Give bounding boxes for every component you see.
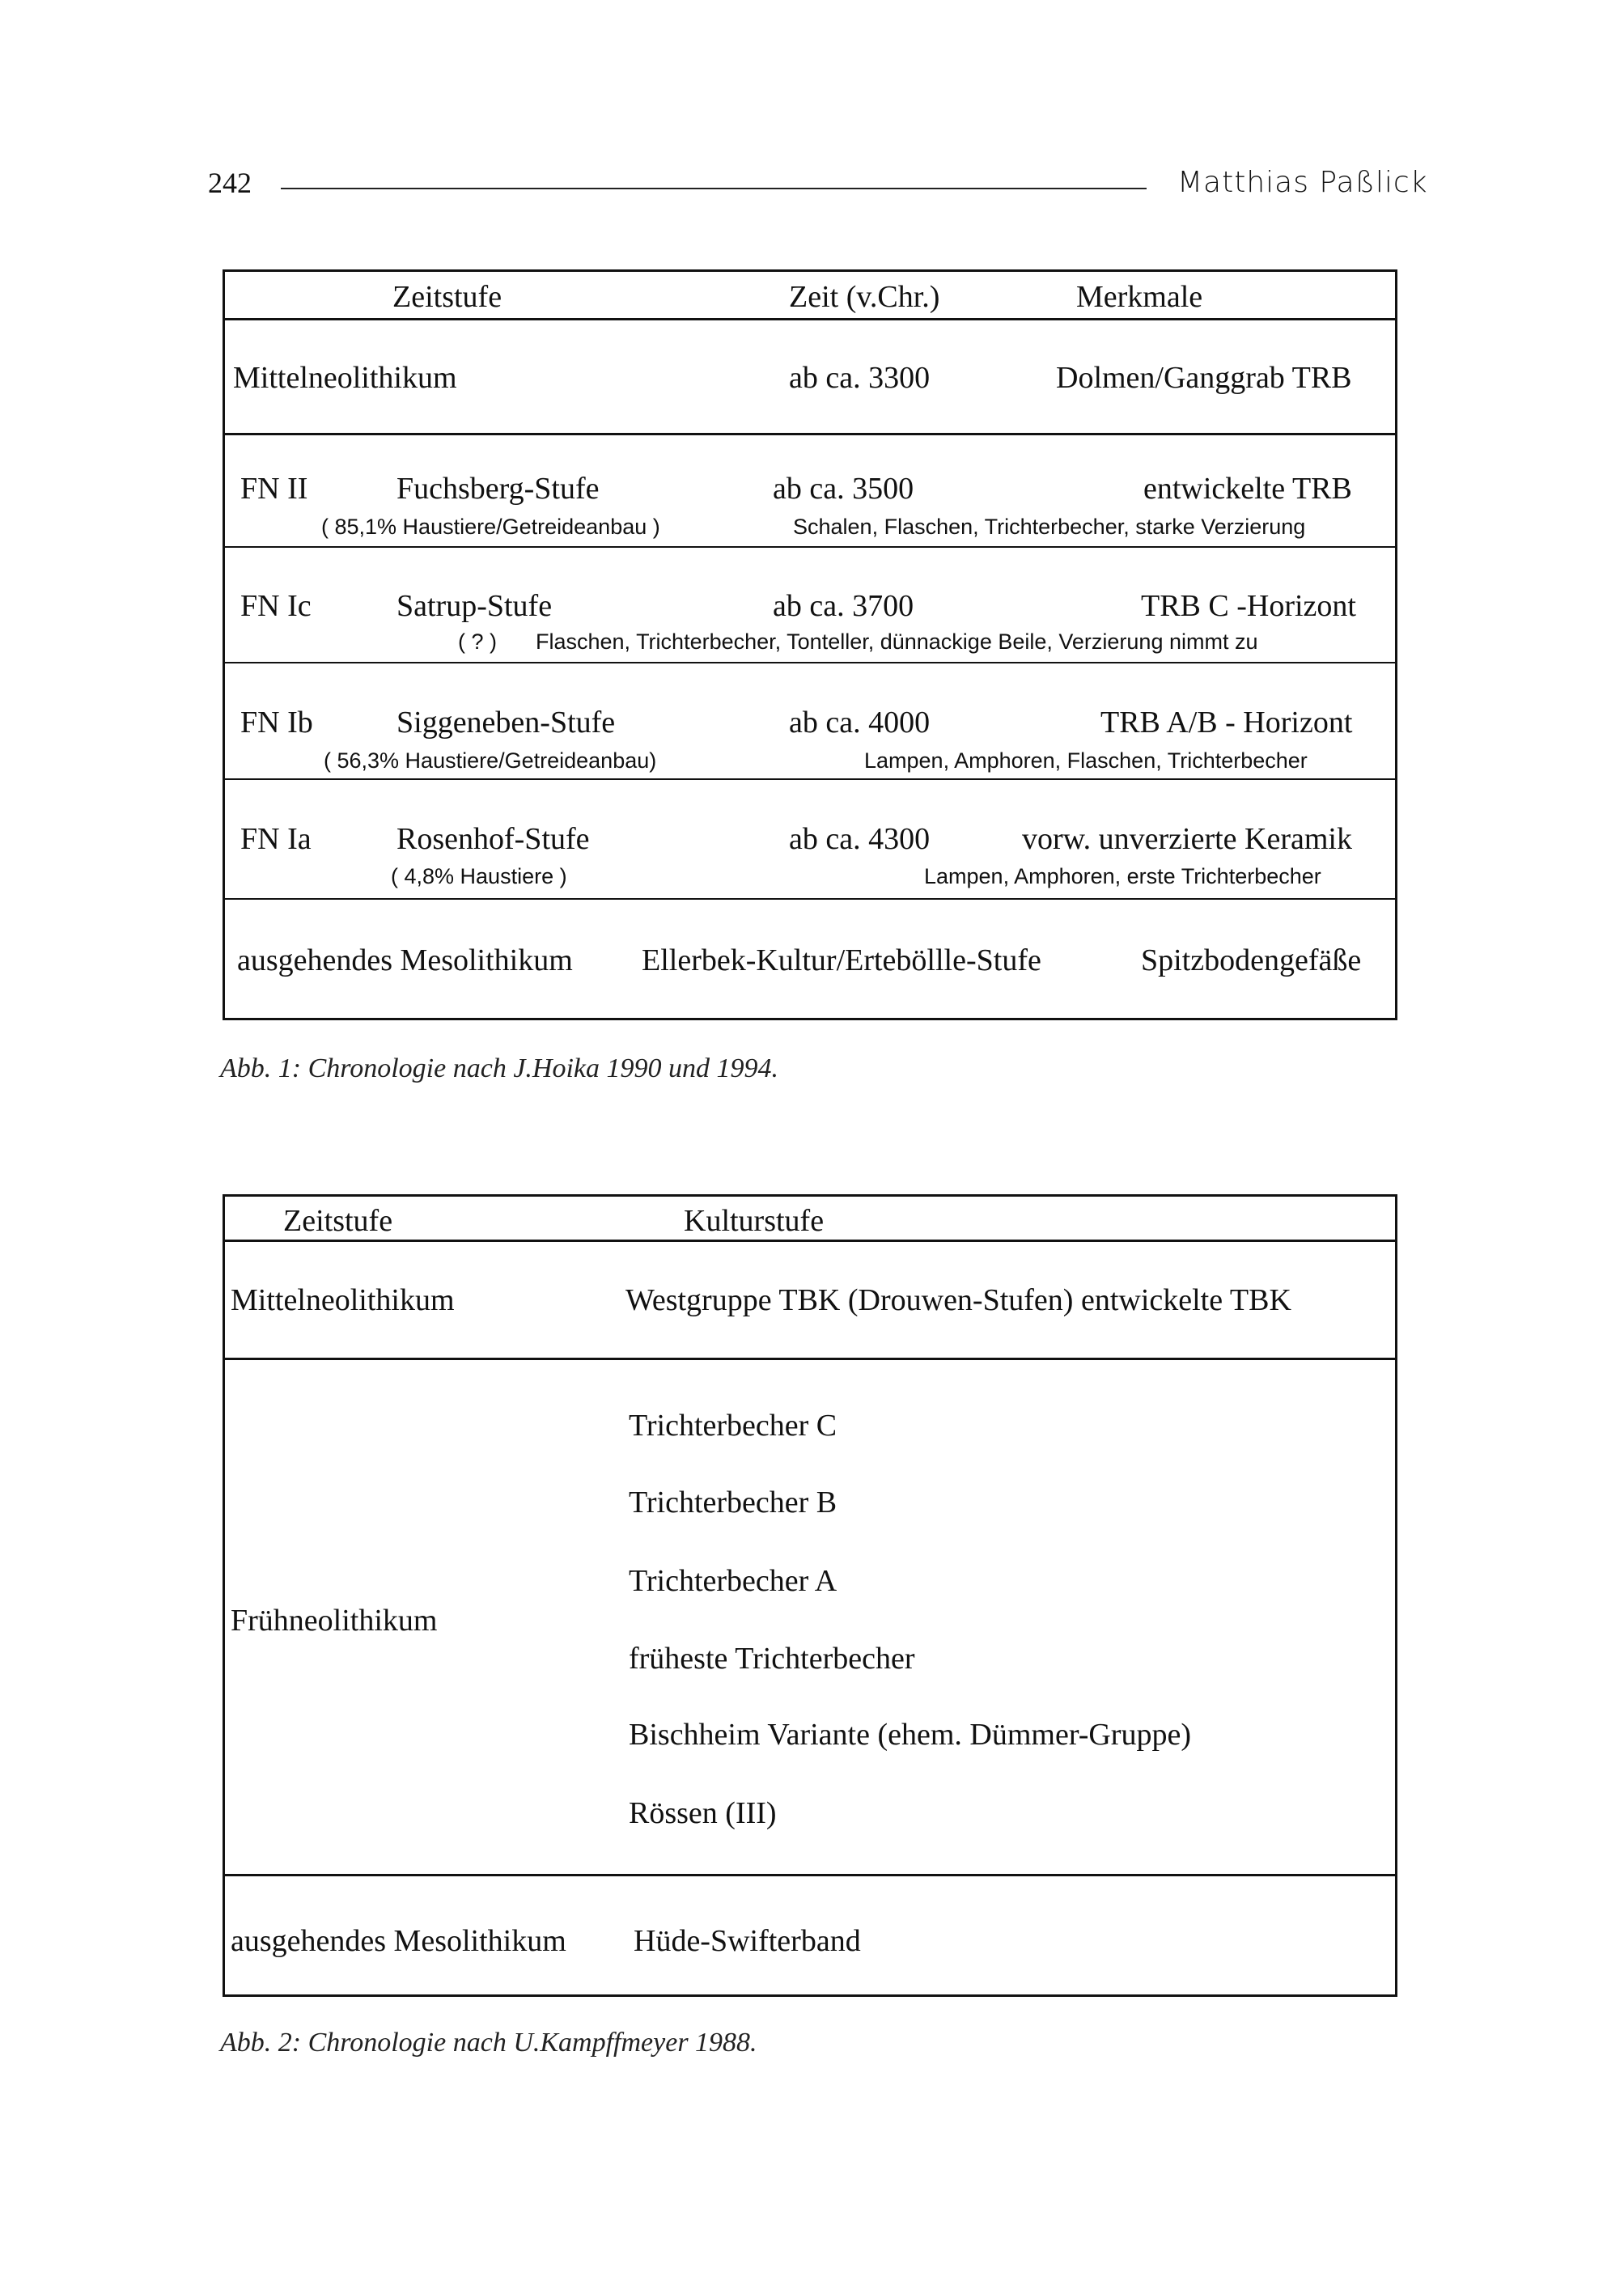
table1-mittel-rule	[223, 433, 1397, 435]
table1-row1-note-left: ( 85,1% Haustiere/Getreideanbau )	[321, 515, 660, 539]
table1-mittel-label: Mittelneolithikum	[233, 361, 457, 395]
table1-row1-time: ab ca. 3500	[773, 472, 914, 506]
table1-row1-rule	[223, 546, 1397, 548]
table1-row3-code: FN Ib	[240, 706, 313, 740]
table2-frueh-label: Frühneolithikum	[231, 1604, 438, 1638]
table2-caption: Abb. 2: Chronologie nach U.Kampffmeyer 1988.	[220, 2028, 757, 2058]
page-number: 242	[208, 167, 252, 199]
table1-mittel-time: ab ca. 3300	[789, 361, 931, 395]
running-head: Matthias Paßlick	[1177, 166, 1428, 199]
table1-row3-note-left: ( 56,3% Haustiere/Getreideanbau)	[324, 748, 657, 773]
table1-row4-time: ab ca. 4300	[789, 822, 931, 856]
table1-row1-stage: Fuchsberg-Stufe	[396, 472, 600, 506]
table2-col-zeitstufe: Zeitstufe	[283, 1204, 393, 1238]
table1-row2-time: ab ca. 3700	[773, 589, 914, 623]
table1-row3-note-right: Lampen, Amphoren, Flaschen, Trichterbecher	[864, 748, 1308, 773]
table1-mittel-feature: Dolmen/Ganggrab TRB	[1056, 361, 1352, 395]
table2-mittel-label: Mittelneolithikum	[231, 1283, 455, 1317]
table2-meso-label: ausgehendes Mesolithikum	[231, 1924, 566, 1958]
table1-row3-feature: TRB A/B - Horizont	[1100, 706, 1353, 740]
table2-meso-value: Hüde-Swifterband	[634, 1924, 861, 1958]
table2-frueh-item: Bischheim Variante (ehem. Dümmer-Gruppe)	[629, 1718, 1191, 1752]
table2-col-kulturstufe: Kulturstufe	[684, 1204, 825, 1238]
table1-header-rule	[223, 318, 1397, 320]
table1-row2-rule	[223, 662, 1397, 663]
table1-row4-stage: Rosenhof-Stufe	[396, 822, 590, 856]
table1-row4-note-right: Lampen, Amphoren, erste Trichterbecher	[924, 864, 1321, 888]
table1-row1-note-right: Schalen, Flaschen, Trichterbecher, starke Verzierung	[793, 515, 1306, 539]
table2-mittel-value: Westgruppe TBK (Drouwen-Stufen) entwickelte TBK	[625, 1283, 1291, 1317]
table1-row1-feature: entwickelte TRB	[1143, 472, 1352, 506]
table2-frueh-item: Trichterbecher A	[629, 1564, 837, 1598]
table1-meso-stage: Ellerbek-Kultur/Erteböllle-Stufe	[642, 943, 1041, 977]
table1-caption: Abb. 1: Chronologie nach J.Hoika 1990 und 1994.	[220, 1053, 778, 1083]
table1-row4-feature: vorw. unverzierte Keramik	[1022, 822, 1352, 856]
table1-row2-stage: Satrup-Stufe	[396, 589, 553, 623]
table1-row4-note-left: ( 4,8% Haustiere )	[391, 864, 567, 888]
table1-col-merkmale: Merkmale	[1076, 280, 1203, 314]
table1-meso-label: ausgehendes Mesolithikum	[237, 943, 573, 977]
table1-col-zeit: Zeit (v.Chr.)	[789, 280, 940, 314]
table1-col-zeitstufe: Zeitstufe	[392, 280, 502, 314]
table1-row2-feature: TRB C -Horizont	[1141, 589, 1356, 623]
table2-mittel-rule	[223, 1358, 1397, 1360]
table1-row4-rule	[223, 898, 1397, 900]
table2-frueh-item: Trichterbecher C	[629, 1409, 837, 1443]
table1-row2-note-right: Flaschen, Trichterbecher, Tonteller, dünnackige Beile, Verzierung nimmt zu	[536, 629, 1258, 654]
header-rule	[281, 188, 1147, 189]
table1-row4-code: FN Ia	[240, 822, 312, 856]
table1-row3-time: ab ca. 4000	[789, 706, 931, 740]
table1-row3-rule	[223, 778, 1397, 780]
table2-frueh-rule	[223, 1874, 1397, 1876]
table1-row1-code: FN II	[240, 472, 308, 506]
table2-frueh-item: Rössen (III)	[629, 1796, 777, 1830]
table1-row2-note-left: ( ? )	[458, 629, 498, 654]
table2-header-rule	[223, 1240, 1397, 1242]
table2-frueh-item: Trichterbecher B	[629, 1486, 837, 1519]
table1-row3-stage: Siggeneben-Stufe	[396, 706, 616, 740]
table2-frueh-item: früheste Trichterbecher	[629, 1642, 915, 1676]
table1-row2-code: FN Ic	[240, 589, 312, 623]
table1-meso-feature: Spitzbodengefäße	[1141, 943, 1362, 977]
